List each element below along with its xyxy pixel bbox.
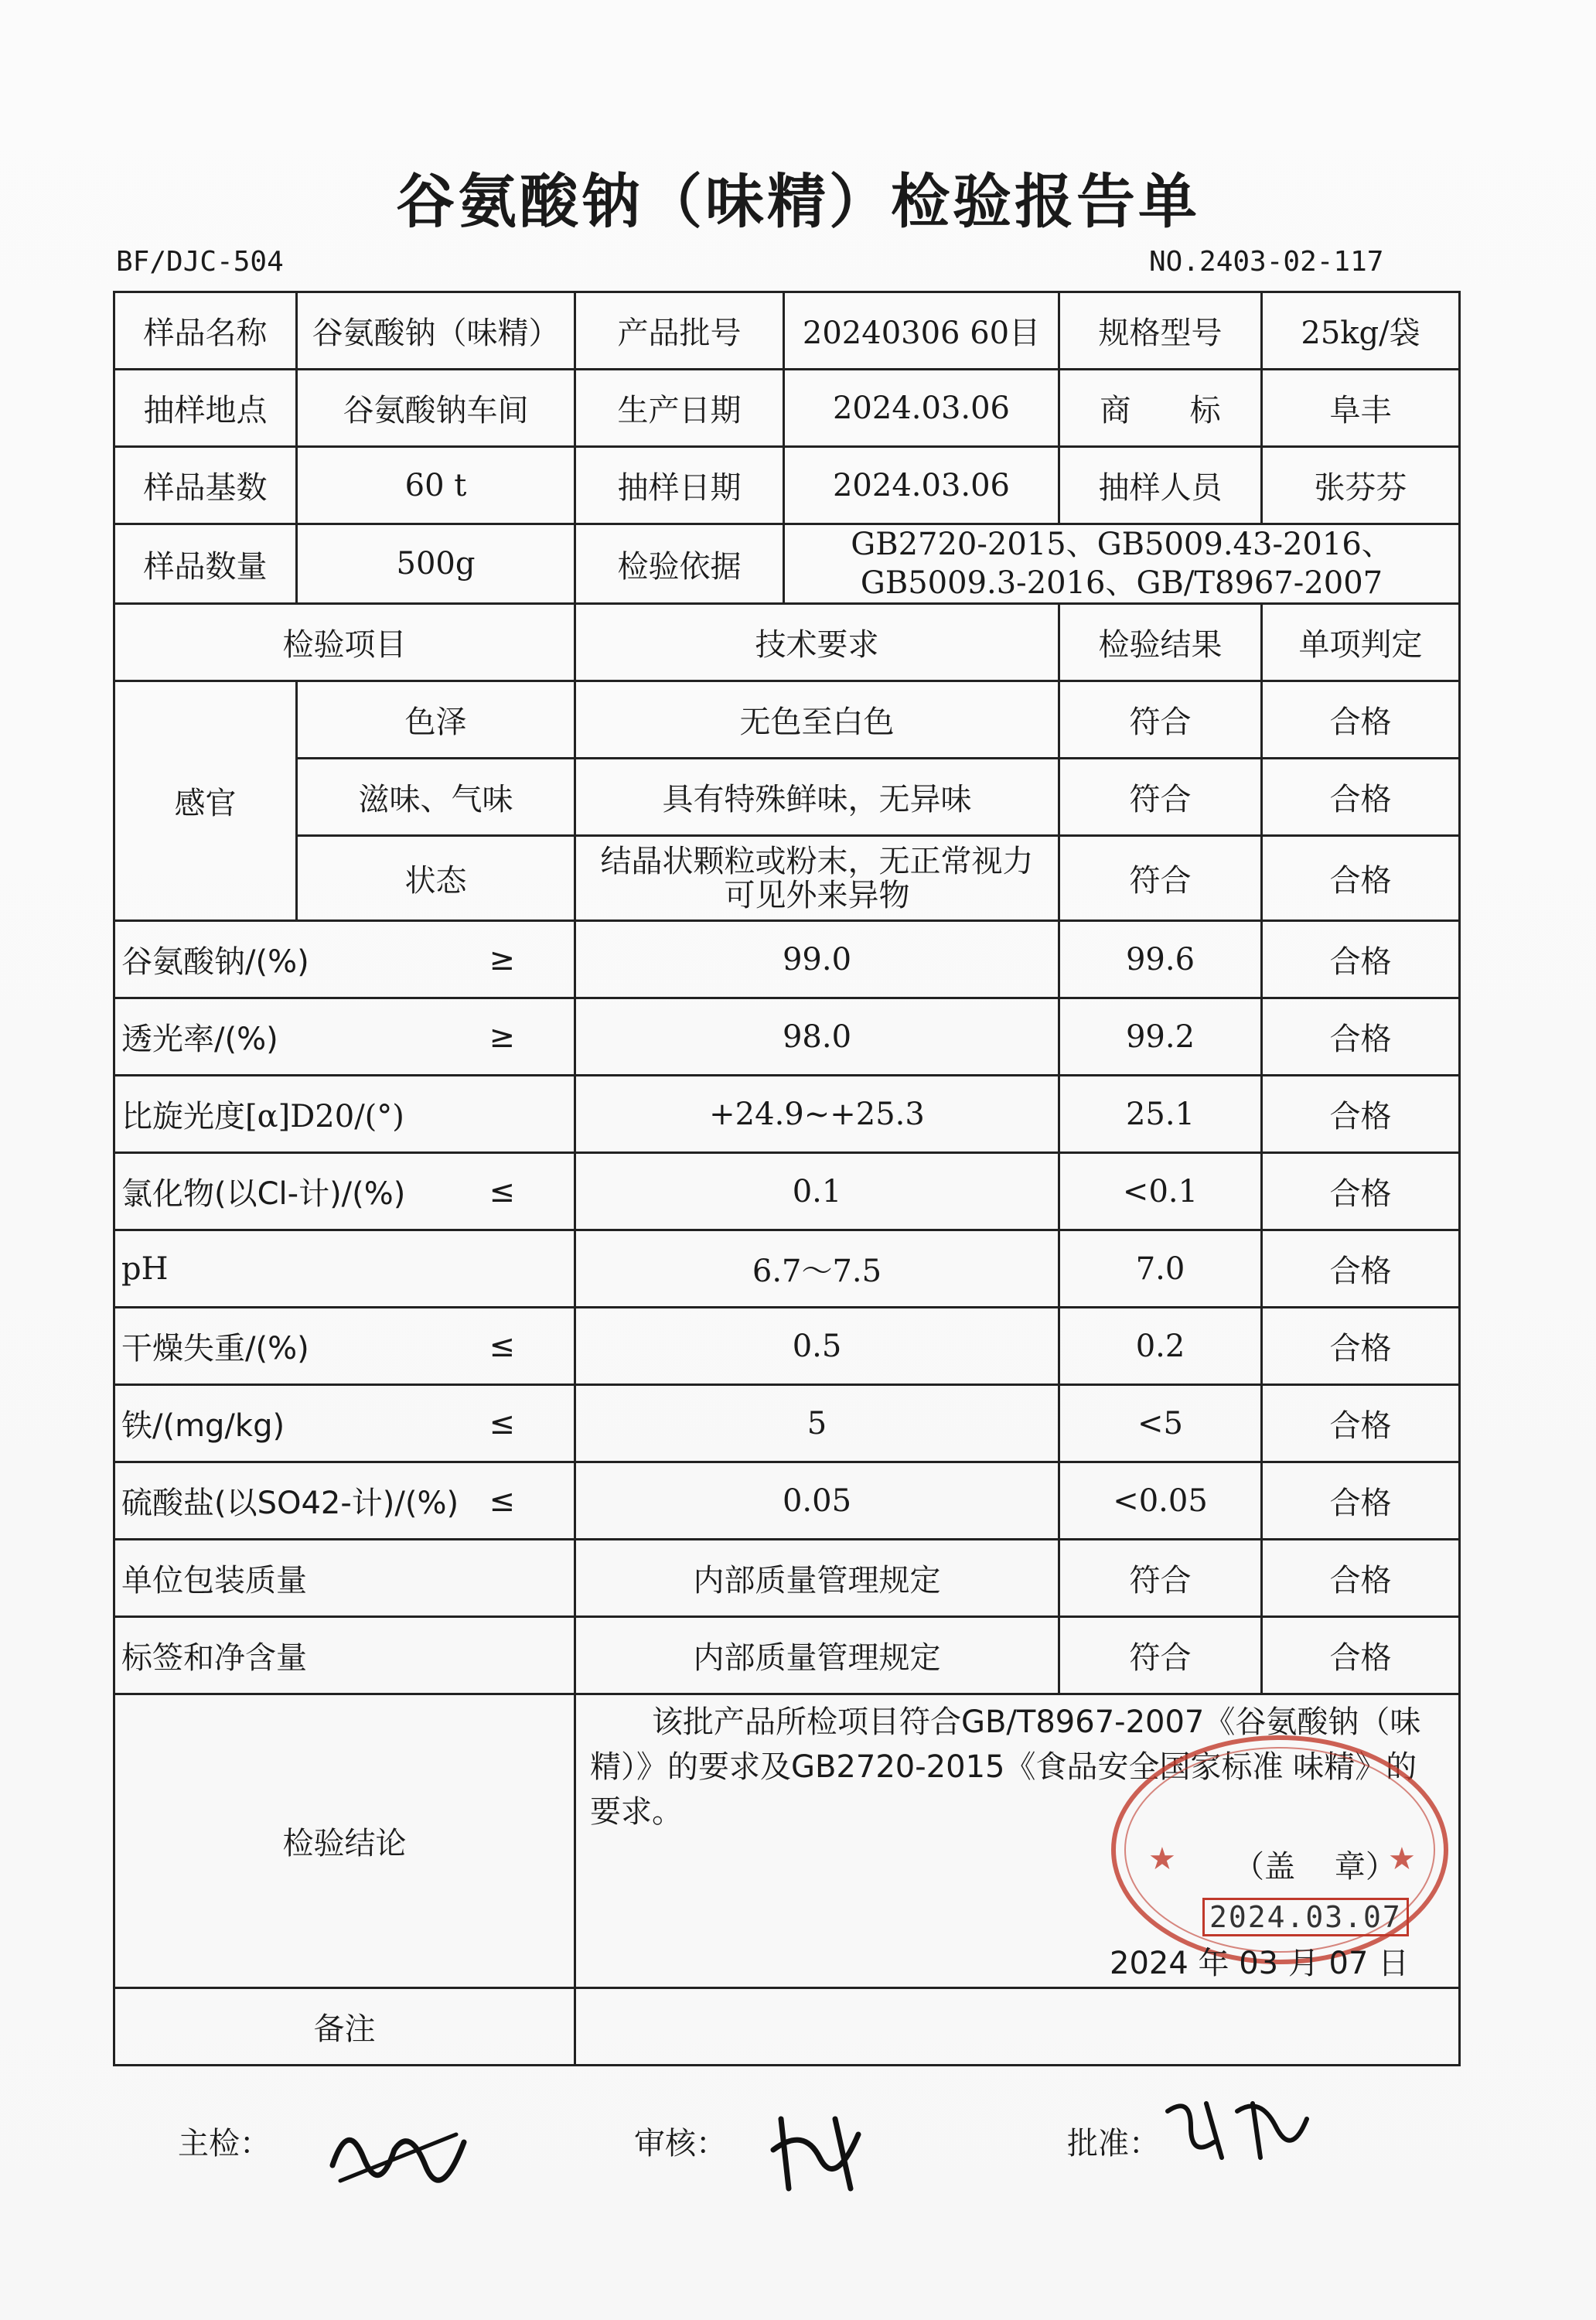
item-name: 色泽 — [297, 681, 575, 759]
item-result: 符合 — [1059, 1540, 1262, 1617]
item-requirement: 结晶状颗粒或粉末，无正常视力可见外来异物 — [575, 836, 1059, 921]
report-title: 谷氨酸钠（味精）检验报告单 — [396, 167, 1200, 236]
item-judgement: 合格 — [1262, 836, 1460, 921]
item-judgement: 合格 — [1262, 1076, 1460, 1153]
item-name: 标签和净含量 — [114, 1617, 575, 1694]
item-judgement: 合格 — [1262, 1617, 1460, 1694]
inspection-table — [113, 291, 1461, 2066]
info-label: 规格型号 — [1059, 292, 1262, 370]
item-cell — [114, 1153, 575, 1230]
item-judgement: 合格 — [1262, 1540, 1460, 1617]
item-requirement: 内部质量管理规定 — [575, 1540, 1059, 1617]
table-row — [114, 681, 1460, 759]
item-name: 铁/(mg/kg) — [121, 1408, 285, 1444]
table-row — [114, 1462, 1460, 1540]
info-label: 样品名称 — [114, 292, 297, 370]
info-label: 生产日期 — [575, 370, 784, 447]
svg-text:★: ★ — [1388, 1841, 1416, 1877]
seal-date: 2024.03.07 — [1202, 1898, 1409, 1936]
item-result: 符合 — [1059, 681, 1262, 759]
table-row — [114, 759, 1460, 836]
item-name: 滋味、气味 — [297, 759, 575, 836]
table-row — [114, 1076, 1460, 1153]
reviewer-signature-icon — [766, 2103, 882, 2204]
item-requirement: +24.9~+25.3 — [575, 1076, 1059, 1153]
conclusion-date: 2024 年 03 月 07 日 — [1110, 1946, 1410, 1981]
report-number: NO.2403-02-117 — [1149, 246, 1384, 278]
item-judgement: 合格 — [1262, 1308, 1460, 1385]
item-operator: ≤ — [489, 1173, 515, 1209]
header-requirement: 技术要求 — [575, 604, 1059, 681]
header-row — [114, 604, 1460, 681]
conclusion-label: 检验结论 — [114, 1694, 575, 1988]
info-label: 样品数量 — [114, 524, 297, 604]
item-name: pH — [114, 1230, 575, 1308]
table-row — [114, 1308, 1460, 1385]
form-code: BF/DJC-504 — [116, 246, 284, 278]
header-judgement: 单项判定 — [1262, 604, 1460, 681]
item-judgement: 合格 — [1262, 921, 1460, 998]
table-row — [114, 836, 1460, 921]
item-operator: ≥ — [489, 941, 515, 977]
conclusion-row — [114, 1694, 1460, 1988]
info-value: 500g — [297, 524, 575, 604]
item-result: <0.05 — [1059, 1462, 1262, 1540]
info-value: 25kg/袋 — [1262, 292, 1460, 370]
info-row — [114, 370, 1460, 447]
info-value: 谷氨酸钠（味精） — [297, 292, 575, 370]
item-result: 0.2 — [1059, 1308, 1262, 1385]
item-judgement: 合格 — [1262, 1462, 1460, 1540]
item-result: <0.1 — [1059, 1153, 1262, 1230]
info-row — [114, 524, 1460, 604]
item-operator: ≥ — [489, 1018, 515, 1055]
info-value: 60 t — [297, 447, 575, 524]
info-row — [114, 447, 1460, 524]
sensory-group-label: 感官 — [114, 681, 297, 921]
table-row — [114, 1540, 1460, 1617]
info-value: 20240306 60目 — [784, 292, 1059, 370]
item-requirement: 6.7～7.5 — [575, 1230, 1059, 1308]
svg-text:★: ★ — [1148, 1841, 1176, 1877]
info-value: 张芬芬 — [1262, 447, 1460, 524]
remarks-label: 备注 — [114, 1988, 575, 2066]
inspector-label: 主检： — [178, 2126, 271, 2161]
item-name: 氯化物(以Cl-计)/(%) — [121, 1176, 406, 1212]
item-name: 硫酸盐(以SO42-计)/(%) — [121, 1486, 459, 1521]
conclusion-text: 该批产品所检项目符合GB/T8967-2007《谷氨酸钠（味精）》的要求及GB2720-2015《食品安全国家标准 味精》的要求。 — [590, 1704, 1421, 1830]
header-result: 检验结果 — [1059, 604, 1262, 681]
item-requirement: 内部质量管理规定 — [575, 1617, 1059, 1694]
info-label: 检验依据 — [575, 524, 784, 604]
item-requirement: 0.1 — [575, 1153, 1059, 1230]
info-label: 抽样地点 — [114, 370, 297, 447]
item-judgement: 合格 — [1262, 681, 1460, 759]
remarks-row — [114, 1988, 1460, 2066]
item-requirement: 0.05 — [575, 1462, 1059, 1540]
item-result: <5 — [1059, 1385, 1262, 1462]
item-judgement: 合格 — [1262, 1153, 1460, 1230]
approver-signature-icon — [1160, 2088, 1315, 2165]
item-result: 符合 — [1059, 836, 1262, 921]
info-value: 2024.03.06 — [784, 447, 1059, 524]
item-requirement: 98.0 — [575, 998, 1059, 1076]
inspector-signature-icon — [325, 2103, 479, 2196]
conclusion-cell — [575, 1694, 1460, 1988]
item-operator: ≤ — [489, 1405, 515, 1441]
item-cell — [114, 921, 575, 998]
table-row — [114, 998, 1460, 1076]
item-name: 状态 — [297, 836, 575, 921]
remarks-value — [575, 1988, 1460, 2066]
item-judgement: 合格 — [1262, 759, 1460, 836]
item-requirement: 具有特殊鲜味，无异味 — [575, 759, 1059, 836]
info-value: 谷氨酸钠车间 — [297, 370, 575, 447]
info-label: 抽样人员 — [1059, 447, 1262, 524]
item-requirement: 0.5 — [575, 1308, 1059, 1385]
item-name: 透光率/(%) — [121, 1022, 278, 1057]
item-cell — [114, 1385, 575, 1462]
item-requirement: 5 — [575, 1385, 1059, 1462]
table-row — [114, 1617, 1460, 1694]
header-item: 检验项目 — [114, 604, 575, 681]
item-cell — [114, 1308, 575, 1385]
item-requirement: 99.0 — [575, 921, 1059, 998]
inspection-basis: GB2720-2015、GB5009.43-2016、GB5009.3-2016、GB/T8967-2007 — [784, 524, 1460, 604]
item-result: 25.1 — [1059, 1076, 1262, 1153]
item-result: 7.0 — [1059, 1230, 1262, 1308]
item-operator: ≤ — [489, 1482, 515, 1519]
item-name: 比旋光度[α]D20/(°) — [114, 1076, 575, 1153]
table-row — [114, 1230, 1460, 1308]
item-judgement: 合格 — [1262, 998, 1460, 1076]
reviewer-label: 审核： — [634, 2126, 727, 2161]
info-row — [114, 292, 1460, 370]
item-requirement: 无色至白色 — [575, 681, 1059, 759]
approver-label: 批准： — [1067, 2126, 1160, 2161]
item-result: 符合 — [1059, 1617, 1262, 1694]
info-value: 2024.03.06 — [784, 370, 1059, 447]
table-row — [114, 1153, 1460, 1230]
item-operator: ≤ — [489, 1328, 515, 1364]
info-label: 样品基数 — [114, 447, 297, 524]
table-row — [114, 1385, 1460, 1462]
seal-label: （盖 章） — [1233, 1849, 1396, 1885]
item-name: 干燥失重/(%) — [121, 1331, 309, 1366]
item-cell — [114, 998, 575, 1076]
table-row — [114, 921, 1460, 998]
info-value: 阜丰 — [1262, 370, 1460, 447]
item-name: 单位包装质量 — [114, 1540, 575, 1617]
item-judgement: 合格 — [1262, 1385, 1460, 1462]
info-label: 商 标 — [1059, 370, 1262, 447]
item-name: 谷氨酸钠/(%) — [121, 944, 309, 980]
item-result: 99.2 — [1059, 998, 1262, 1076]
item-judgement: 合格 — [1262, 1230, 1460, 1308]
item-result: 符合 — [1059, 759, 1262, 836]
item-result: 99.6 — [1059, 921, 1262, 998]
info-label: 产品批号 — [575, 292, 784, 370]
info-label: 抽样日期 — [575, 447, 784, 524]
item-cell — [114, 1462, 575, 1540]
